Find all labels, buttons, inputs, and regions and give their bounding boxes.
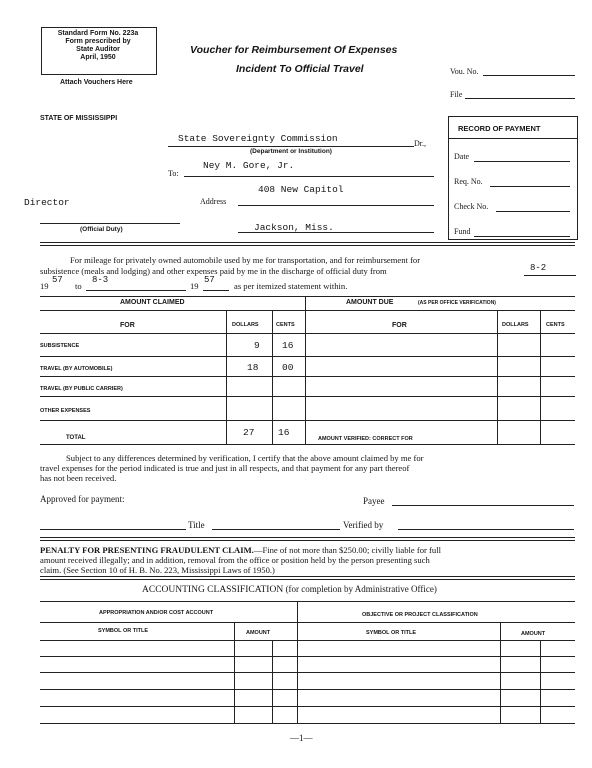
certify-line1: Subject to any differences determined by verification, I certify that the above amount claimed by me for	[66, 453, 424, 463]
date-to-field[interactable]	[86, 290, 186, 291]
section-rule-bottom	[40, 245, 575, 246]
form-title-line2: Incident To Official Travel	[236, 63, 364, 75]
form-number-line1: Standard Form No. 223a	[57, 30, 139, 37]
file-field[interactable]	[465, 98, 575, 99]
official-duty-caption: (Official Duty)	[80, 226, 123, 233]
period-19-to: 19	[190, 281, 199, 291]
form-title-line1: Voucher for Reimbursement Of Expenses	[190, 44, 398, 56]
accounting-row-rule-4	[40, 706, 575, 707]
section-rule-top	[40, 242, 575, 243]
payment-date-label: Date	[454, 152, 470, 161]
accounting-note: (for completion by Administrative Office)	[285, 584, 437, 594]
penalty-rule-bottom	[40, 540, 575, 541]
approved-label: Approved for payment:	[40, 494, 125, 504]
voucher-number-field[interactable]	[483, 75, 575, 76]
accounting-bottom-rule	[40, 723, 575, 724]
mileage-text-line1: For mileage for privately owned automobile used by me for transportation, and for reimbursement for	[70, 255, 421, 265]
payee-signature-field[interactable]	[392, 505, 574, 506]
accounting-row-rule-1	[40, 656, 575, 657]
accounting-title: ACCOUNTING CLASSIFICATION	[142, 585, 284, 595]
date-to-value: 8-3	[92, 275, 109, 285]
row-rule-3	[40, 396, 575, 397]
address-field[interactable]	[238, 205, 434, 206]
certify-line3: has not been received.	[40, 473, 117, 483]
accounting-rule-top	[40, 576, 575, 577]
file-label: File	[450, 90, 463, 99]
row-label-other-expenses: OTHER EXPENSES	[40, 408, 91, 414]
check-no-field[interactable]	[496, 211, 570, 212]
city-value: Jackson, Miss.	[254, 222, 334, 233]
req-no-label: Req. No.	[454, 177, 483, 186]
row-label-subsistence: SUBSISTENCE	[40, 343, 80, 349]
penalty-line1-container	[40, 545, 441, 555]
table-header-rule	[40, 310, 575, 311]
row-cents-total[interactable]: 16	[278, 427, 290, 438]
symbol-title-right: SYMBOL OR TITLE	[366, 630, 417, 636]
fund-field[interactable]	[474, 236, 570, 237]
row-rule-4	[40, 420, 575, 421]
amount-header-right: AMOUNT	[521, 631, 546, 637]
for-header-left: FOR	[120, 322, 135, 329]
objective-header: OBJECTIVE OR PROJECT CLASSIFICATION	[362, 612, 478, 618]
department-caption: (Department or Institution)	[250, 148, 332, 155]
appropriation-header: APPROPRIATION AND/OR COST ACCOUNT	[99, 610, 214, 616]
attach-vouchers-label: Attach Vouchers Here	[60, 79, 133, 86]
for-header-right: FOR	[392, 322, 407, 329]
address-value: 408 New Capitol	[258, 184, 344, 195]
certify-line2: travel expenses for the period indicated is true and just in all respects, and that payment for any part thereof	[40, 463, 410, 473]
from-date-field[interactable]	[524, 275, 576, 276]
record-of-payment-title: RECORD OF PAYMENT	[458, 124, 541, 133]
amount-claimed-header: AMOUNT CLAIMED	[120, 299, 185, 306]
from-date-value: 8-2	[530, 263, 547, 273]
payee-label: Payee	[363, 496, 385, 506]
accounting-rule-bottom	[40, 579, 575, 580]
accounting-header-rule	[40, 601, 575, 602]
mileage-text-line2: subsistence (meals and lodging) and other expenses paid by me in the discharge of official duty from	[40, 266, 387, 276]
row-label-total: TOTAL	[66, 435, 86, 441]
col-rule-dollars-left	[226, 310, 227, 444]
title-label: Title	[188, 520, 205, 530]
penalty-rule-top	[40, 537, 575, 538]
amount-due-note: (AS PER OFFICE VERIFICATION)	[418, 300, 496, 306]
form-number-line2: Form prescribed by	[65, 38, 131, 45]
accounting-col-amount-left	[234, 622, 235, 723]
accounting-col-cents-right	[540, 640, 541, 723]
verified-by-label: Verified by	[343, 520, 384, 530]
page-number: —1—	[290, 733, 313, 743]
row-dollars-subsistence[interactable]: 9	[254, 340, 260, 351]
city-field[interactable]	[238, 232, 434, 233]
department-field[interactable]	[168, 146, 414, 147]
title-field[interactable]	[212, 529, 340, 530]
col-rule-cents-left	[272, 310, 273, 444]
form-number-line3: State Auditor	[76, 46, 120, 53]
penalty-line3: claim. (See Section 10 of H. B. No. 223, Mississippi Laws of 1950.)	[40, 565, 275, 575]
row-label-travel-public: TRAVEL (BY PUBLIC CARRIER)	[40, 386, 123, 392]
dr-label: Dr.,	[414, 139, 426, 148]
accounting-title-container	[142, 584, 437, 595]
dollars-header-left: DOLLARS	[232, 322, 259, 328]
amount-due-header: AMOUNT DUE	[346, 299, 394, 306]
accounting-subheader-rule	[40, 622, 575, 623]
row-cents-subsistence[interactable]: 16	[282, 340, 294, 351]
dollars-header-right: DOLLARS	[502, 322, 529, 328]
amount-header-left: AMOUNT	[246, 630, 271, 636]
check-no-label: Check No.	[454, 202, 489, 211]
address-label: Address	[200, 197, 227, 206]
payment-date-field[interactable]	[474, 161, 570, 162]
row-rule-0	[40, 333, 575, 334]
accounting-col-cents-left	[272, 640, 273, 723]
row-cents-travel-auto[interactable]: 00	[282, 362, 294, 373]
period-to-label: to	[75, 281, 82, 291]
row-label-travel-auto: TRAVEL (BY AUTOMOBILE)	[40, 366, 113, 372]
form-number-text	[41, 30, 155, 62]
record-title-divider	[449, 138, 577, 139]
accounting-col-center	[297, 601, 298, 723]
payee-name-value: Ney M. Gore, Jr.	[203, 160, 295, 171]
row-dollars-total[interactable]: 27	[243, 427, 255, 438]
col-rule-cents-right	[540, 310, 541, 444]
form-number-line4: April, 1950	[80, 54, 116, 61]
fund-label: Fund	[454, 227, 471, 236]
penalty-line1: —Fine of not more than $250.00; civilly liable for full	[253, 545, 441, 555]
official-duty-field[interactable]	[40, 223, 180, 224]
voucher-number-label: Vou. No.	[450, 67, 479, 76]
col-rule-dollars-right	[497, 310, 498, 444]
row-rule-1	[40, 356, 575, 357]
year-to-field[interactable]	[203, 290, 229, 291]
table-top-rule	[40, 296, 575, 297]
amount-verified-label: AMOUNT VERIFIED: CORRECT FOR	[318, 436, 413, 442]
year-to-value: 57	[204, 275, 215, 285]
official-duty-value: Director	[24, 197, 70, 208]
penalty-line2: amount received illegally; and in addition, removal from the office or position held by the person presenting such	[40, 555, 430, 565]
period-19-from: 19	[40, 281, 49, 291]
department-value: State Sovereignty Commission	[178, 133, 338, 144]
verified-by-field[interactable]	[398, 529, 574, 530]
payee-name-field[interactable]	[184, 176, 434, 177]
approver-signature-field[interactable]	[40, 529, 186, 530]
state-label: STATE OF MISSISSIPPI	[40, 115, 118, 122]
accounting-row-rule-2	[40, 672, 575, 673]
cents-header-left: CENTS	[276, 322, 295, 328]
req-no-field[interactable]	[490, 186, 570, 187]
penalty-heading: PENALTY FOR PRESENTING FRAUDULENT CLAIM.	[40, 545, 254, 555]
row-rule-2	[40, 376, 575, 377]
accounting-row-rule-3	[40, 689, 575, 690]
table-bottom-rule	[40, 444, 575, 445]
col-rule-center	[305, 296, 306, 444]
cents-header-right: CENTS	[546, 322, 565, 328]
accounting-row-rule-0	[40, 640, 575, 641]
symbol-title-left: SYMBOL OR TITLE	[98, 628, 149, 634]
year-from-value: 57	[52, 275, 63, 285]
period-suffix: as per itemized statement within.	[234, 281, 348, 291]
to-label: To:	[168, 169, 179, 178]
row-dollars-travel-auto[interactable]: 18	[247, 362, 259, 373]
accounting-col-amount-right	[500, 622, 501, 723]
